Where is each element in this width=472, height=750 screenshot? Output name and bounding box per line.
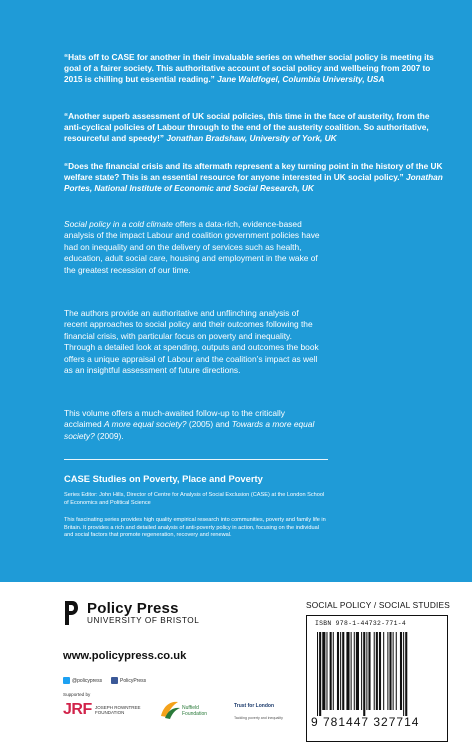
- book-title: Social policy in a cold climate: [64, 219, 173, 229]
- series-editor: Series Editor: John Hills, Director of Centre for Analysis of Social Exclusion (CASE) at the London School of Economics and Political Science: [64, 492, 325, 506]
- supported-by-label: Supported by: [63, 692, 91, 697]
- barcode-bar: [379, 632, 381, 710]
- series-title: CASE Studies on Poverty, Place and Poverty: [64, 473, 263, 484]
- nuffield-logo-icon: [158, 698, 182, 720]
- facebook-handle[interactable]: PolicyPress: [111, 677, 146, 684]
- barcode-bar: [356, 632, 359, 710]
- jrf-name: JOSEPH ROWNTREE FOUNDATION: [95, 705, 141, 715]
- divider: [64, 459, 328, 460]
- publisher-name: Policy Press: [87, 600, 179, 617]
- barcode-bar: [319, 632, 321, 716]
- policy-press-logo-icon: [63, 600, 79, 626]
- review-quote-bradshaw: “Another superb assessment of UK social policies, this time in the face of austerity, from the anti-cyclical policies of Labour through to the end of the austerity coalition. So authoritative, resourceful and speedy!” Jonathan Bradshaw, University of York, UK: [64, 111, 430, 144]
- trust-for-london-tagline: Tackling poverty and inequality: [234, 716, 283, 720]
- barcode-bar: [361, 632, 362, 710]
- barcode-bar: [400, 632, 402, 710]
- facebook-icon: [111, 677, 118, 684]
- description-paragraph-2: The authors provide an authoritative and unflinching analysis of recent approaches to social policy and their outcomes following the financial crisis, with particular focus on poverty and inequality. Through a detailed look at spending, outputs and outcomes the book offers a unique appraisal of Labour and the coalition’s impact as well as an insightful assessment of future directions.: [64, 308, 319, 376]
- barcode-bar: [403, 632, 404, 716]
- barcode-bar: [393, 632, 394, 710]
- isbn-label: ISBN 978-1-44732-771-4: [315, 620, 406, 627]
- barcode-bar: [330, 632, 332, 710]
- description-paragraph-3: This volume offers a much-awaited follow-up to the critically acclaimed A more equal society? (2005) and Towards a more equal society? (2009).: [64, 408, 315, 441]
- review-quote-portes: “Does the financial crisis and its aftermath represent a key turning point in the history of the UK welfare state? This is an essential resource for anyone interested in UK social policy.” Jonathan Portes, National Institute of Economic and Social Research, UK: [64, 161, 443, 194]
- barcode-bar: [363, 632, 365, 716]
- review-quote-waldfogel: “Hats off to CASE for another in their invaluable series on whether social policy is meeting its goal of a fairer society. This authoritative account of social policy and wellbeing from 2007 to 2015 is chilling but essential reading.” Jane Waldfogel, Columbia University, USA: [64, 52, 434, 85]
- publisher-url-link[interactable]: www.policypress.co.uk: [63, 650, 187, 662]
- barcode-bar: [368, 632, 370, 710]
- barcode-bar: [396, 632, 397, 710]
- description-paragraph-1: Social policy in a cold climate offers a data-rich, evidence-based analysis of the impact Labour and coalition government policies have had on inequality and on the delivery of services such as health, education, adult social care, housing and employment in the wake of the greatest recession of our time.: [64, 219, 320, 275]
- barcode-bar: [374, 632, 375, 710]
- barcode-bar: [340, 632, 341, 710]
- barcode-bar: [342, 632, 344, 710]
- barcode-bar: [387, 632, 388, 710]
- twitter-handle[interactable]: @policypress: [63, 677, 102, 684]
- barcode-bar: [326, 632, 327, 710]
- barcode-bar: [337, 632, 339, 710]
- trust-for-london: Trust for London: [234, 703, 274, 709]
- barcode-bar: [405, 632, 407, 716]
- barcode-bar: [376, 632, 378, 710]
- barcode-bar: [366, 632, 367, 710]
- jrf-logo: JRF: [63, 701, 92, 718]
- subject-category: SOCIAL POLICY / SOCIAL STUDIES: [306, 600, 451, 610]
- twitter-icon: [63, 677, 70, 684]
- publisher-university: UNIVERSITY OF BRISTOL: [87, 616, 200, 625]
- barcode-bar: [322, 632, 325, 710]
- barcode-bar: [383, 632, 384, 710]
- barcode-panel: [306, 615, 448, 742]
- barcode-bar: [317, 632, 318, 716]
- barcode-bar: [354, 632, 355, 710]
- barcode-bar: [333, 632, 334, 710]
- series-blurb: This fascinating series provides high quality empirical research into communities, poverty and family life in Britain. It provides a rich and detailed analysis of anti-poverty policy in action, focusing on the individual and social factors that promote regeneration, recovery and renewal.: [64, 517, 326, 539]
- barcode-bar: [351, 632, 352, 710]
- barcode-number: 9 781447 327714: [311, 715, 420, 729]
- barcode-icon: [317, 632, 439, 716]
- barcode-bar: [346, 632, 349, 710]
- barcode-bar: [389, 632, 391, 710]
- nuffield-foundation: Nuffield Foundation: [182, 705, 208, 717]
